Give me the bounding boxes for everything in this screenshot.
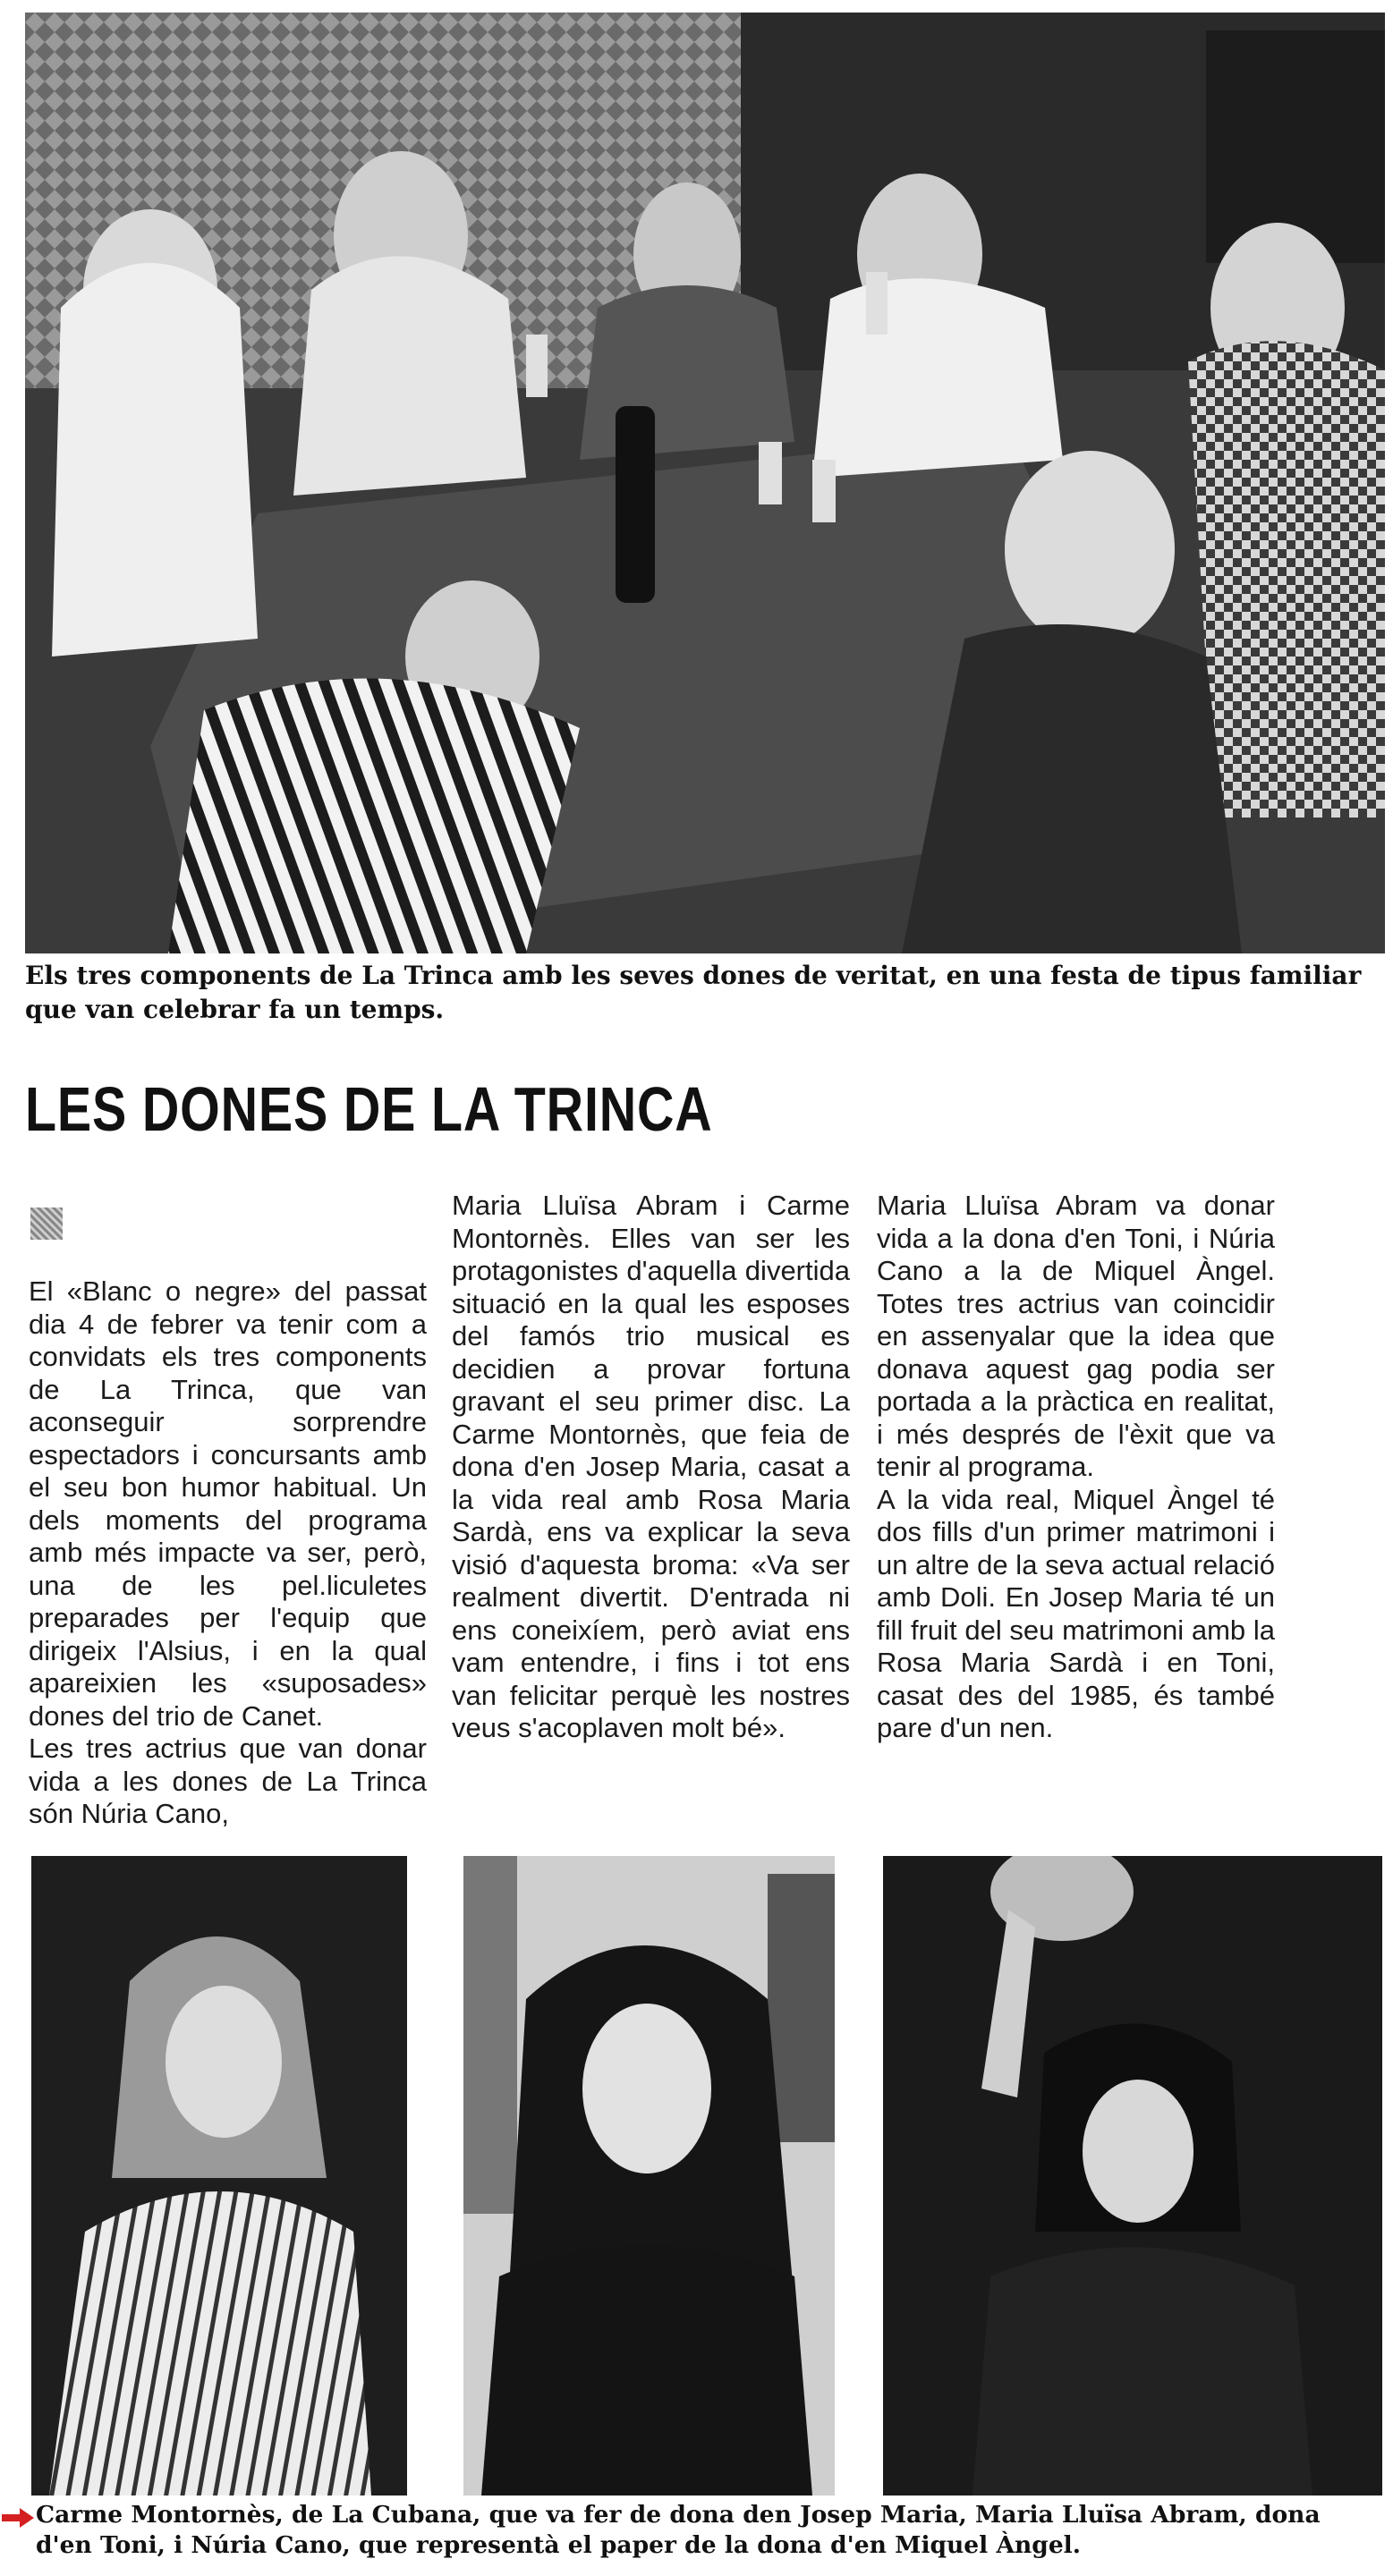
portraits-caption: Carme Montornès, de La Cubana, que va fer de dona den Josep Maria, Maria Lluïsa Abram, dona d'en Toni, i Núria Cano, que representà el paper de la dona d'en Miquel Àngel. bbox=[36, 2501, 1321, 2559]
portrait-woman-icon bbox=[31, 1856, 407, 2496]
paragraph: Les tres actrius que van donar vida a les dones de La Trinca són Núria Cano, bbox=[29, 1733, 427, 1829]
paragraph: A la vida real, Miquel Àngel té dos fills d'un primer matrimoni i un altre de la seva actual relació amb Doli. En Josep Maria té un fill fruit del seu matrimoni amb la Rosa Maria Sardà i en Toni, casat des del 1985, és també pare d'un nen. bbox=[877, 1483, 1275, 1743]
article-headline: LES DONES DE LA TRINCA bbox=[25, 1074, 713, 1144]
portrait-photo-right bbox=[883, 1856, 1382, 2496]
article-column-1 bbox=[29, 1190, 427, 1831]
article-column-3 bbox=[877, 1190, 1275, 1745]
pointer-arrow-icon bbox=[2, 2508, 34, 2528]
portrait-woman-icon bbox=[883, 1856, 1382, 2496]
top-photo bbox=[25, 13, 1385, 953]
portrait-woman-icon bbox=[463, 1856, 835, 2496]
article-column-2 bbox=[452, 1190, 850, 1745]
portrait-photo-middle bbox=[463, 1856, 835, 2496]
paragraph: Maria Lluïsa Abram va donar vida a la dona d'en Toni, i Núria Cano a la de Miquel Àngel. Totes tres actrius van coincidir en assenyalar que la idea que donava aquest gag podia ser portada a la pràctica en realitat, i més després de l'èxit que va tenir al programa. bbox=[877, 1190, 1275, 1482]
portrait-photo-left bbox=[31, 1856, 407, 2496]
top-photo-caption: Els tres components de La Trinca amb les seves dones de veritat, en una festa de tipus familiar que van celebrar fa un temps. bbox=[25, 961, 1362, 1024]
paragraph: Maria Lluïsa Abram i Carme Montornès. Elles van ser les protagonistes d'aquella divertida situació en la qual les esposes del famós trio musical es decidien a provar fortuna gravant el seu primer disc. La Carme Montornès, que feia de dona d'en Josep Maria, casat a la vida real amb Rosa Maria Sardà, ens va explicar la seva visió d'aquesta broma: «Va ser realment divertit. D'entrada ni ens coneixíem, però aviat ens vam entendre, i fins i tot ens van felicitar perquè les nostres veus s'acoplaven molt bé». bbox=[452, 1190, 850, 1743]
section-marker-icon bbox=[30, 1208, 63, 1240]
paragraph: El «Blanc o negre» del passat dia 4 de febrer va tenir com a convidats els tres components de La Trinca, que van aconseguir sorprendre espectadors i concursants amb el seu bon humor habitual. Un dels moments del programa amb més impacte va ser, però, una de les pel.liculetes preparades per l'equip que dirigeix l'Alsius, i en la qual apareixien les «suposades» dones del trio de Canet. bbox=[29, 1275, 427, 1732]
group-toast-photo-icon bbox=[25, 13, 1385, 953]
